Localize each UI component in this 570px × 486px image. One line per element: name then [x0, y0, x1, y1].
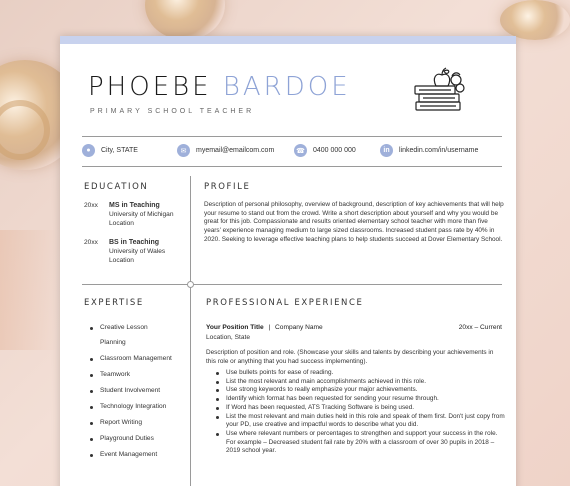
profile-heading: PROFILE	[204, 182, 251, 192]
contact-linkedin	[380, 144, 478, 157]
list-item: Report Writing	[90, 419, 185, 435]
background-glass-top	[145, 0, 225, 40]
background-shadow	[0, 230, 60, 350]
envelope-icon: ✉	[177, 144, 190, 157]
linkedin-icon: in	[380, 144, 393, 157]
list-item: Teamwork	[90, 371, 185, 387]
books-and-apple-icon	[410, 66, 470, 114]
location-text: City, STATE	[101, 147, 138, 154]
background-glass-top-right	[500, 0, 570, 40]
profile-text: Description of personal philosophy, overview of background, description of key achievements that will help your resume to stand out from the crowd. Write a short description about yourself and why you would be great for this job. Compassionate and results oriented elementary school teacher with more than five years' experience managing medium to large sized classrooms. Increased student pass rate by 40% in 2020. Seeking to leverage effective teaching plans to help students succeed at Dover Elementary School.	[204, 201, 504, 243]
column-divider	[190, 176, 191, 486]
list-item: Use where relevant numbers or percentages to strengthen and support your success in the role. For example – Decreased student fail rate by 20% with a classroom of over 30 pupils in 2018 – 2019 school year.	[216, 430, 506, 456]
education-year: 20xx	[84, 202, 98, 209]
experience-heading: PROFESSIONAL EXPERIENCE	[206, 298, 364, 308]
position-header	[206, 324, 502, 331]
header-divider-top	[82, 136, 502, 137]
education-location: Location	[109, 257, 134, 264]
top-accent-bar	[60, 36, 516, 44]
list-item: Event Management	[90, 451, 185, 467]
contact-location	[82, 144, 138, 157]
phone-icon: ☎	[294, 144, 307, 157]
section-divider	[82, 284, 502, 285]
education-degree: MS in Teaching	[109, 202, 160, 209]
phone-text: 0400 000 000	[313, 147, 356, 154]
list-item: List the most relevant and main duties held in this role and speak of them first. Don't just copy from your PD, use creative and impactful words to describe what you did.	[216, 413, 506, 430]
position-title: Your Position Title	[206, 324, 264, 331]
email-text: myemail@emailcom.com	[196, 147, 275, 154]
list-item: Planning	[100, 339, 126, 346]
list-item: Classroom Management	[90, 355, 185, 371]
education-degree: BS in Teaching	[109, 239, 160, 246]
list-item: Use bullets points for ease of reading.	[216, 369, 506, 378]
list-item: Student Involvement	[90, 387, 185, 403]
resume-page	[60, 36, 516, 486]
list-item: Identify which format has been requested for sending your resume through.	[216, 395, 506, 404]
education-location: Location	[109, 220, 134, 227]
position-description: Description of position and role. (Showcase your skills and talents by describing your achievements in this role or anything that you had success implementing).	[206, 349, 494, 365]
education-school: University of Michigan	[109, 211, 174, 218]
company-name: Company Name	[275, 324, 323, 331]
first-name: PHOEBE	[88, 72, 212, 102]
education-year: 20xx	[84, 239, 98, 246]
linkedin-text: linkedin.com/in/username	[399, 147, 479, 154]
candidate-name	[88, 72, 351, 102]
last-name: BARDOE	[222, 72, 351, 102]
list-item: Creative Lesson	[90, 324, 185, 339]
education-entry-2	[84, 239, 184, 273]
list-item: Playground Duties	[90, 435, 185, 451]
position-location: Location, State	[206, 334, 250, 341]
education-heading: EDUCATION	[84, 182, 149, 192]
job-title: PRIMARY SCHOOL TEACHER	[90, 108, 255, 115]
education-school: University of Wales	[109, 248, 166, 255]
list-item: Use strong keywords to really emphasize your major achievements.	[216, 386, 506, 395]
divider-junction-circle	[187, 281, 194, 288]
contact-phone	[294, 144, 356, 157]
position-separator: |	[268, 324, 271, 331]
expertise-list	[90, 324, 185, 467]
education-entry-1	[84, 202, 184, 236]
location-pin-icon: ●	[82, 144, 95, 157]
list-item: If Word has been requested, ATS Tracking Software is being used.	[216, 404, 506, 413]
header-divider-bottom	[82, 166, 502, 167]
contact-bar	[82, 144, 502, 160]
list-item: Technology Integration	[90, 403, 185, 419]
contact-email	[177, 144, 274, 157]
experience-bullets	[216, 369, 506, 456]
expertise-heading: EXPERTISE	[84, 298, 144, 308]
list-item: List the most relevant and main accomplishments achieved in this role.	[216, 378, 506, 387]
position-dates: 20xx – Current	[458, 324, 502, 331]
